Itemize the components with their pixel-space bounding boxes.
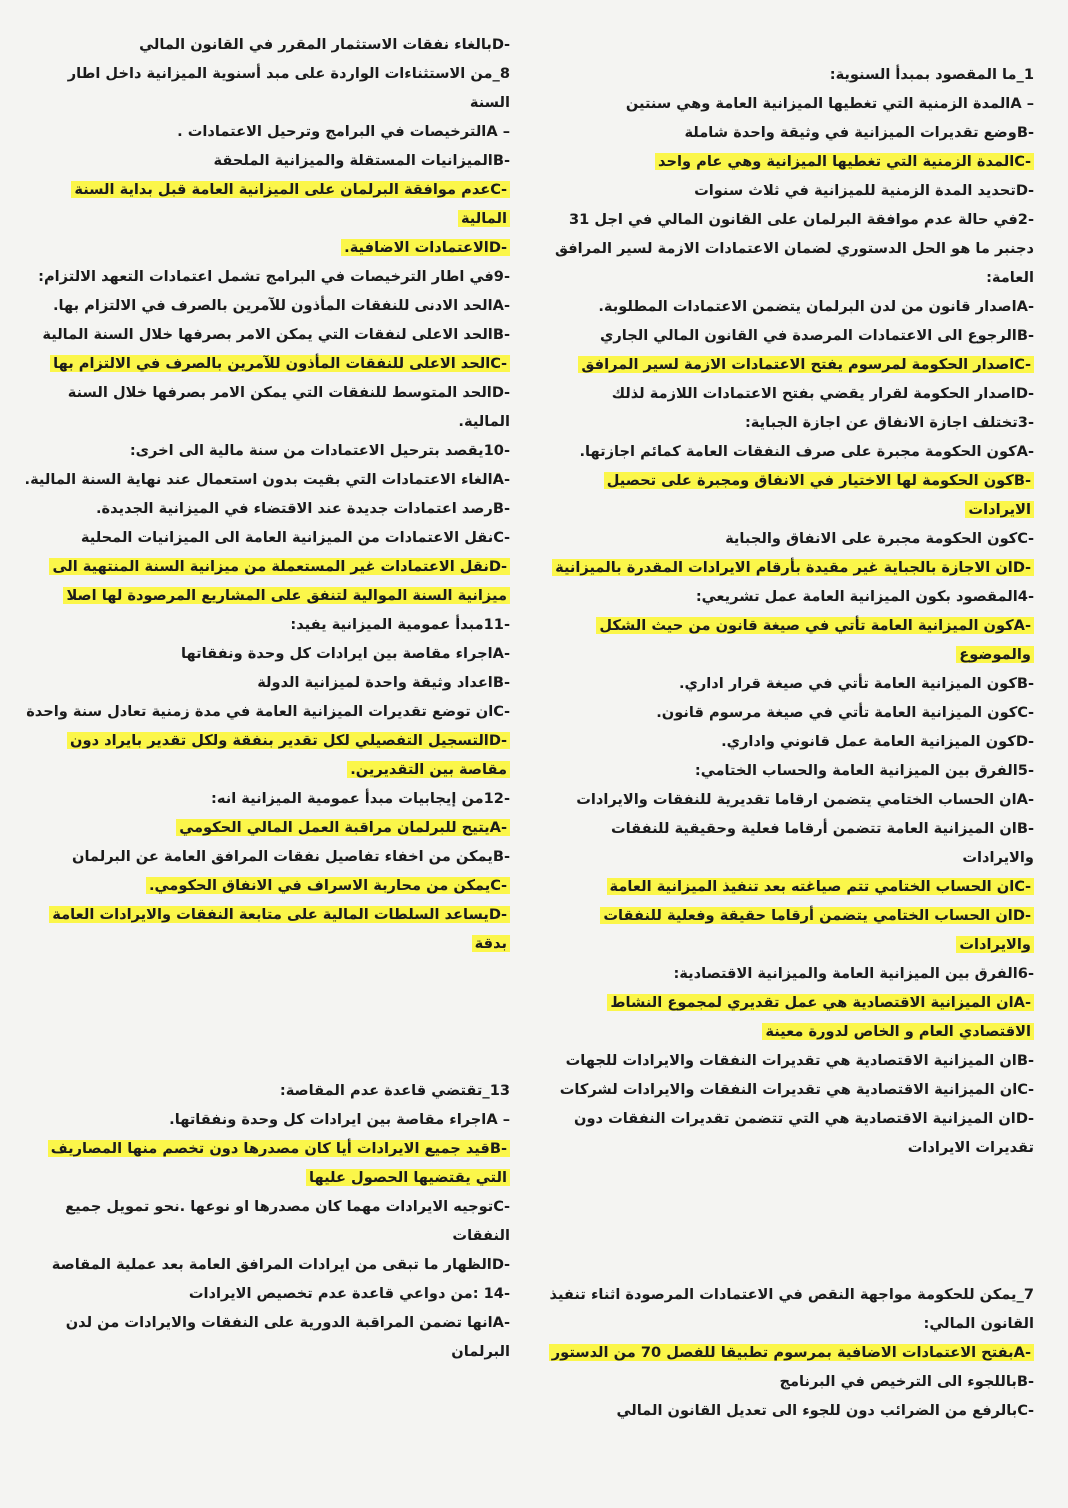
spacer — [24, 958, 510, 1076]
text-line — [542, 756, 1034, 785]
text-line — [542, 350, 1034, 379]
line-text: -Bان الميزانية الاقتصادية هي تقديرات النفقات والايرادات للجهات — [565, 1052, 1034, 1069]
highlighted-answer: -Aان الميزانية الاقتصادية هي عمل تقديري لمجموع النشاط الاقتصادي العام و الخاص لدورة معينة — [607, 994, 1034, 1040]
highlighted-answer: -Cاصدار الحكومة لمرسوم يفتح الاعتمادات الازمة لسير المرافق — [578, 356, 1034, 373]
text-line — [542, 60, 1034, 89]
text-line — [24, 668, 510, 697]
text-line — [542, 292, 1034, 321]
text-line — [542, 205, 1034, 292]
right-column — [542, 30, 1034, 1425]
text-line — [24, 378, 510, 436]
line-text: -Bرصد اعتمادات جديدة عند الاقتضاء في الميزانية الجديدة. — [96, 500, 510, 517]
text-line — [542, 466, 1034, 524]
line-text: -Dاصدار الحكومة لقرار يقضي بفتح الاعتمادات اللازمة لذلك — [611, 385, 1034, 402]
line-text: -Aاصدار قانون من لدن البرلمان يتضمن الاعتمادات المطلوبة. — [598, 298, 1034, 315]
line-text: -Dكون الميزانية العامة عمل قانوني واداري. — [721, 733, 1034, 750]
text-line — [24, 1134, 510, 1192]
text-line — [542, 582, 1034, 611]
highlighted-answer: -Cان الحساب الختامي تتم صياغته بعد تنفيذ الميزانية العامة — [607, 878, 1034, 895]
line-text: – Aالمدة الزمنية التي تغطيها الميزانية العامة وهي سنتين — [625, 95, 1034, 112]
highlighted-answer: -Bقيد جميع الايرادات أيا كان مصدرها دون تخصم منها المصاريف التي يقتضيها الحصول عليها — [48, 1140, 510, 1186]
line-text: -Bوضع تقديرات الميزانية في وثيقة واحدة شاملة — [684, 124, 1034, 141]
line-text: – Aالترخيصات في البرامج وترحيل الاعتمادات . — [177, 123, 510, 140]
text-line — [542, 669, 1034, 698]
text-line — [542, 698, 1034, 727]
line-text: -10يقصد بترحيل الاعتمادات من سنة مالية الى اخرى: — [129, 442, 510, 459]
line-text: 13_تقتضي قاعدة عدم المقاصة: — [279, 1082, 510, 1099]
line-text: -Dبالغاء نفقات الاستثمار المقرر في القانون المالي — [139, 36, 510, 53]
text-line — [24, 552, 510, 610]
line-text: -Bاعداد وثيقة واحدة لميزانية الدولة — [257, 674, 510, 691]
line-text: -Aاجراء مقاصة بين ايرادات كل وحدة ونفقاتها — [181, 645, 510, 662]
line-text: -Cنقل الاعتمادات من الميزانية العامة الى الميزانيات المحلية — [80, 529, 510, 546]
text-line — [542, 379, 1034, 408]
line-text: -Bالحد الاعلى لنفقات التي يمكن الامر بصرفها خلال السنة المالية — [42, 326, 510, 343]
text-line — [542, 118, 1034, 147]
highlighted-answer: -Dالاعتمادات الاضافية. — [341, 239, 510, 256]
line-text: -Aان الحساب الختامي يتضمن ارقاما تقديرية للنفقات والايرادات — [576, 791, 1034, 808]
text-line — [24, 1192, 510, 1250]
highlighted-answer: -Aيتيح للبرلمان مراقبة العمل المالي الحكومي — [176, 819, 510, 836]
line-text: -3تختلف اجازة الانفاق عن اجازة الجباية: — [744, 414, 1034, 431]
text-line — [24, 1105, 510, 1134]
text-line — [542, 872, 1034, 901]
line-text: -Bالميزانيات المستقلة والميزانية الملحقة — [213, 152, 510, 169]
line-text: 1_ما المقصود بمبدأ السنوية: — [829, 66, 1034, 83]
line-text: -2في حالة عدم موافقة البرلمان على القانون المالي في اجل 31 دجنبر ما هو الحل الدستوري لضمان الاعتمادات الازمة لسير المرافق العامة: — [554, 211, 1034, 286]
text-line — [24, 59, 510, 117]
line-text: -Dالظهار ما تبقى من ايرادات المرافق العامة بعد عملية المقاصة — [51, 1256, 510, 1273]
line-text: -Cتوجيه الايرادات مهما كان مصدرها او نوعها .نحو تمويل جميع النفقات — [65, 1198, 510, 1244]
line-text: -Cان الميزانية الاقتصادية هي تقديرات النفقات والايرادات لشركات — [559, 1081, 1034, 1098]
line-text: -Bان الميزانية العامة تتضمن أرقاما فعلية وحقيقية للنفقات والايرادات — [610, 820, 1034, 866]
text-line — [24, 117, 510, 146]
line-text: -Cكون الحكومة مجبرة على الانفاق والجباية — [725, 530, 1034, 547]
text-line — [542, 901, 1034, 959]
text-line — [24, 291, 510, 320]
line-text: -Cكون الميزانية العامة تأتي في صيغة مرسوم قانون. — [656, 704, 1034, 721]
text-line — [542, 611, 1034, 669]
highlighted-answer: -Cالمدة الزمنية التي تغطيها الميزانية وهي عام واحد — [655, 153, 1034, 170]
text-line — [24, 233, 510, 262]
highlighted-answer: -Dيساعد السلطات المالية على متابعة النفقات والايرادات العامة بدقة — [49, 906, 510, 952]
text-line — [542, 147, 1034, 176]
text-line — [24, 1250, 510, 1279]
text-line — [542, 727, 1034, 756]
text-line — [24, 697, 510, 726]
text-line — [542, 1367, 1034, 1396]
highlighted-answer: -Aبفتح الاعتمادات الاضافية بمرسوم تطبيقا للفصل 70 من الدستور — [549, 1344, 1034, 1361]
line-text: -Dتحديد المدة الزمنية للميزانية في ثلاث سنوات — [694, 182, 1034, 199]
text-line — [542, 1075, 1034, 1104]
highlighted-answer: -Cعدم موافقة البرلمان على الميزانية العامة قبل بداية السنة المالية — [71, 181, 510, 227]
text-line — [24, 175, 510, 233]
text-line — [24, 726, 510, 784]
line-text: -Bالرجوع الى الاعتمادات المرصدة في القانون المالي الجاري — [599, 327, 1034, 344]
spacer — [542, 30, 1034, 60]
text-line — [24, 320, 510, 349]
text-line — [542, 1338, 1034, 1367]
text-line — [24, 465, 510, 494]
text-line — [24, 610, 510, 639]
line-text: -Cان توضع تقديرات الميزانية العامة في مدة زمنية تعادل سنة واحدة — [26, 703, 510, 720]
text-line — [542, 959, 1034, 988]
line-text: -6الفرق بين الميزانية العامة والميزانية الاقتصادية: — [673, 965, 1034, 982]
line-text: -12من إيجابيات مبدأ عمومية الميزانية انه: — [211, 790, 510, 807]
line-text: – Aاجراء مقاصة بين ايرادات كل وحدة ونفقاتها. — [169, 1111, 510, 1128]
spacer — [542, 1162, 1034, 1280]
text-line — [542, 524, 1034, 553]
text-line — [24, 639, 510, 668]
highlighted-answer: -Cالحد الاعلى للنفقات المأذون للآمرين بالصرف في الالتزام بها — [50, 355, 510, 372]
text-line — [24, 813, 510, 842]
line-text: -Bكون الميزانية العامة تأتي في صيغة قرار اداري. — [678, 675, 1034, 692]
text-line — [542, 408, 1034, 437]
text-line — [24, 30, 510, 59]
highlighted-answer: -Dالتسجيل التفصيلي لكل تقدير بنفقة ولكل تقدير بايراد دون مقاصة بين التقديرين. — [67, 732, 510, 778]
line-text: -11مبدأ عمومية الميزانية يفيد: — [290, 616, 510, 633]
text-line — [24, 842, 510, 871]
left-column — [24, 30, 510, 1366]
line-text: -Bيمكن من اخفاء تفاصيل نفقات المرافق العامة عن البرلمان — [72, 848, 510, 865]
line-text: 7_يمكن للحكومة مواجهة النقص في الاعتمادات المرصودة اثناء تنفيذ القانون المالي: — [549, 1286, 1034, 1332]
text-line — [542, 1280, 1034, 1338]
text-line — [542, 437, 1034, 466]
highlighted-answer: -Cيمكن من محاربة الاسراف في الانفاق الحكومي. — [146, 877, 510, 894]
text-line — [542, 814, 1034, 872]
line-text: -Dان الميزانية الاقتصادية هي التي تتضمن تقديرات النفقات دون تقديرات الايرادات — [573, 1110, 1034, 1156]
line-text: -Aالغاء الاعتمادات التي بقيت بدون استعمال عند نهاية السنة المالية. — [24, 471, 510, 488]
text-line — [24, 784, 510, 813]
line-text: -14 :من دواعي قاعدة عدم تخصيص الايرادات — [188, 1285, 510, 1302]
text-line — [24, 871, 510, 900]
line-text: -9في اطار الترخيصات في البرامج تشمل اعتمادات التعهد الالتزام: — [38, 268, 510, 285]
text-line — [24, 1076, 510, 1105]
highlighted-answer: -Aكون الميزانية العامة تأتي في صيغة قانون من حيث الشكل والموضوع — [596, 617, 1034, 663]
text-line — [542, 321, 1034, 350]
text-line — [542, 988, 1034, 1046]
highlighted-answer: -Bكون الحكومة لها الاختيار في الانفاق ومجبرة على تحصيل الايرادات — [604, 472, 1034, 518]
line-text: -4المقصود بكون الميزانية العامة عمل تشريعي: — [695, 588, 1034, 605]
text-line — [24, 523, 510, 552]
line-text: 8_من الاستثناءات الواردة على مبد أسنوية الميزانية داخل اطار السنة — [67, 65, 510, 111]
text-line — [24, 436, 510, 465]
highlighted-answer: -Dان الاجازة بالجباية غير مقيدة بأرقام الايرادات المقدرة بالميزانية — [552, 559, 1034, 576]
line-text: -Aكون الحكومة مجبرة على صرف النفقات العامة كمائم اجازتها. — [579, 443, 1034, 460]
text-line — [24, 349, 510, 378]
text-line — [542, 1046, 1034, 1075]
text-line — [542, 1396, 1034, 1425]
line-text: -Bباللجوء الى الترخيص في البرنامج — [779, 1373, 1034, 1390]
highlighted-answer: -Dان الحساب الختامي يتضمن أرقاما حقيقة وفعلية للنفقات والايرادات — [600, 907, 1034, 953]
highlighted-answer: -Dنقل الاعتمادات غير المستعملة من ميزانية السنة المنتهية الى ميزانية السنة الموالية لتنفق على المشاريع المرصودة لها اصلا — [49, 558, 510, 604]
text-line — [542, 1104, 1034, 1162]
text-line — [542, 785, 1034, 814]
text-line — [24, 1279, 510, 1308]
line-text: -5الفرق بين الميزانية العامة والحساب الختامي: — [694, 762, 1034, 779]
text-line — [24, 494, 510, 523]
text-line — [24, 262, 510, 291]
text-line — [542, 553, 1034, 582]
line-text: -Dالحد المتوسط للنفقات التي يمكن الامر بصرفها خلال السنة المالية. — [67, 384, 510, 430]
text-line — [24, 146, 510, 175]
line-text: -Cبالرفع من الضرائب دون للجوء الى تعديل القانون المالي — [616, 1402, 1034, 1419]
text-line — [542, 89, 1034, 118]
line-text: -Aالحد الادنى للنفقات المأذون للآمرين بالصرف في الالتزام بها. — [52, 297, 510, 314]
line-text: -Aانها تضمن المراقبة الدورية على النفقات والايرادات من لدن البرلمان — [65, 1314, 510, 1360]
text-line — [24, 1308, 510, 1366]
text-line — [24, 900, 510, 958]
text-line — [542, 176, 1034, 205]
